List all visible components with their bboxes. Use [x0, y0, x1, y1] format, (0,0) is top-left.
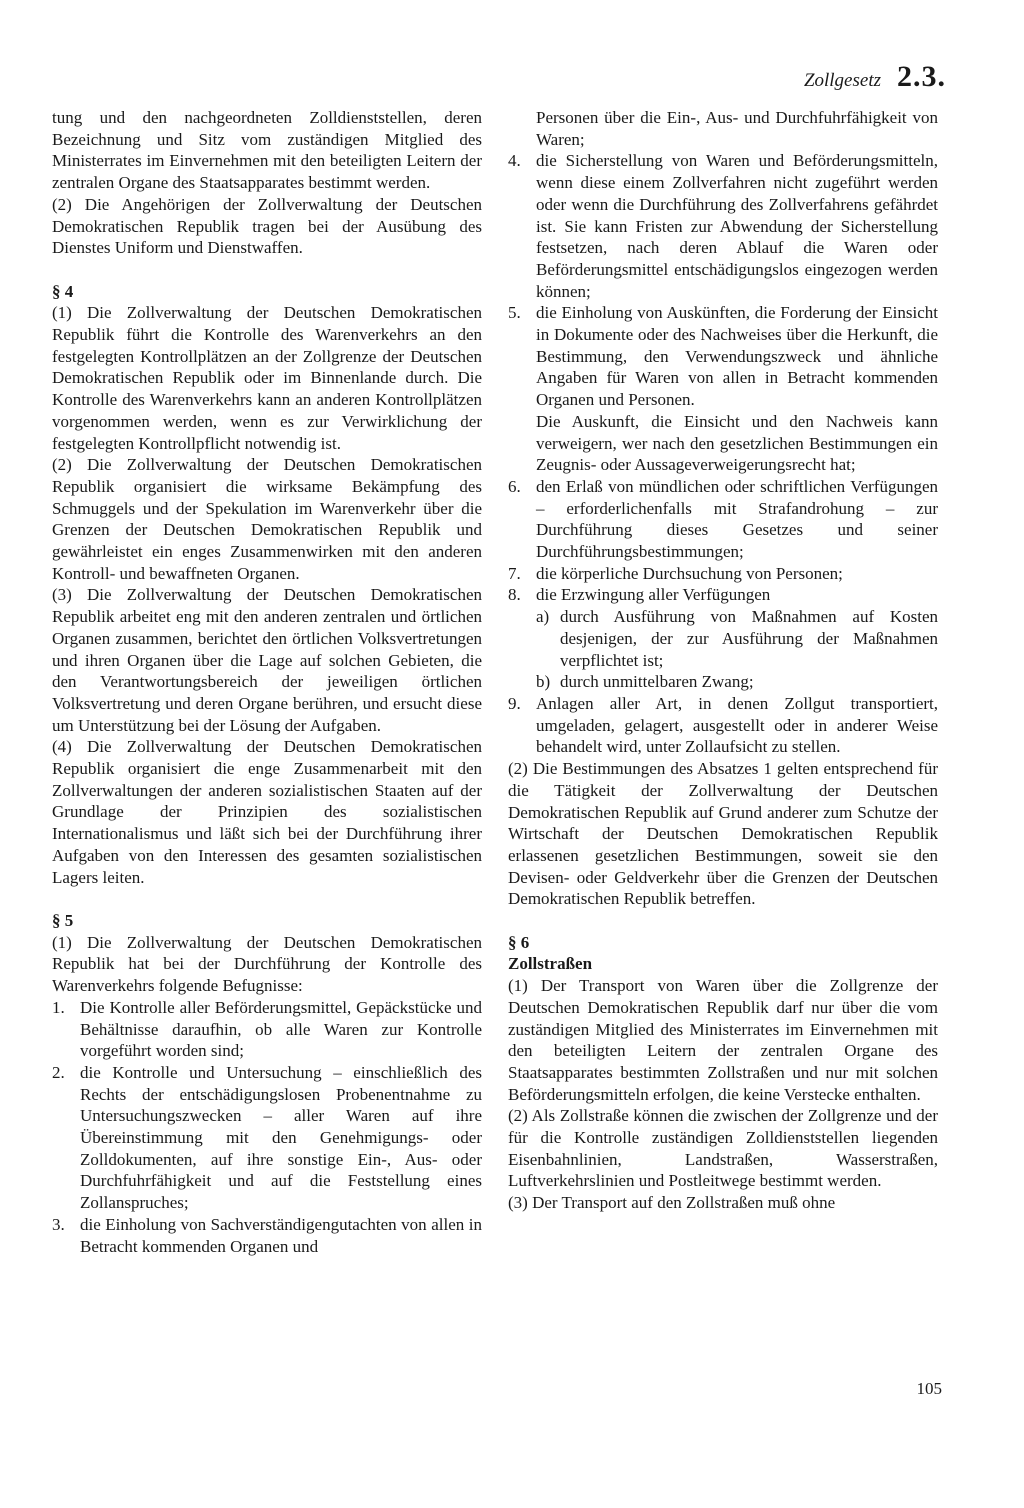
- section-heading: § 5: [52, 910, 74, 930]
- list-continuation: Die Auskunft, die Einsicht und den Nachweis kann verweigern, wer nach den gesetzlichen Bestimmungen ein Zeugnis- oder Aussageverweigerungsrecht hat;: [536, 411, 938, 475]
- paragraph: (2) Die Zollverwaltung der Deutschen Demokratischen Republik organisiert die wirksame Bekämpfung des Schmuggels und der Spekulation im Warenverkehr über die Grenzen der Deutschen Demokratischen Republik und gewährleistet ein enges Zusammenwirken mit den anderen Kontroll- und bewaffneten Organen.: [52, 455, 482, 583]
- section-heading: § 6: [508, 932, 530, 952]
- list-text: die Sicherstellung von Waren und Beförderungsmitteln, wenn diese einem Zollverfahren nicht zugeführt werden oder wenn die Durchführung des Zollverfahrens gefährdet ist. Sie kann Fristen zur Abwendung der Sicherstellung festsetzen, nach deren Ablauf die Waren oder Beförderungsmittel entschädigungslos eingezogen werden können;: [536, 151, 938, 301]
- list-item: [52, 1062, 482, 1214]
- paragraph: (2) Die Bestimmungen des Absatzes 1 gelten entsprechend für die Tätigkeit der Zollverwaltung der Deutschen Demokratischen Republik auf Grund anderer zum Schutze der Wirtschaft der Deutschen Demokratischen Republik erlassenen gesetzlichen Bestimmungen, soweit sie den Devisen- oder Geldverkehr über die Grenzen der Deutschen Demokratischen Republik betreffen.: [508, 759, 938, 909]
- list-text: die Erzwingung aller Verfügungen: [536, 585, 771, 605]
- section-number: 2.3.: [897, 60, 946, 93]
- list-text: die Einholung von Auskünften, die Forderung der Einsicht in Dokumente oder des Nachweises über die Herkunft, die Bestimmung, den Verwendungszweck und ähnliche Angaben für Waren von allen in Betracht kommenden Organen und Personen.: [536, 303, 938, 410]
- sub-list-text: durch Ausführung von Maßnahmen auf Kosten desjenigen, der zur Ausführung der Maßnahmen verpflichtet ist;: [560, 607, 938, 670]
- list-number: 2.: [52, 1062, 65, 1082]
- list-number: 3.: [52, 1214, 65, 1234]
- section-title: Zollgesetz: [803, 70, 881, 91]
- list-text: Anlagen aller Art, in denen Zollgut transportiert, umgeladen, gelagert, ausgestellt oder in anderer Weise behandelt wird, unter Zollaufsicht zu stellen.: [536, 693, 938, 757]
- list-text: den Erlaß von mündlichen oder schriftlichen Verfügungen – erforderlichenfalls mit Strafandrohung – zur Durchführung dieses Gesetzes und seiner Durchführungsbestimmungen;: [536, 476, 938, 562]
- sub-list-label: a): [536, 607, 550, 627]
- paragraph: (3) Die Zollverwaltung der Deutschen Demokratischen Republik arbeitet eng mit den anderen zentralen und örtlichen Organen zusammen, berichtet den örtlichen Volksvertretungen und ihren Organen über die Lage auf solchen Gebieten, die den Verantwortungsbereich der jeweiligen örtlichen Volksvertretung und deren Organe berühren, und ersucht diese um Unterstützung bei der Lösung der Aufgaben.: [52, 585, 482, 735]
- right-column: [508, 107, 938, 1214]
- sub-list-item: [508, 671, 938, 693]
- list-number: 6.: [508, 476, 521, 496]
- list-continuation: Personen über die Ein-, Aus- und Durchfuhrfähigkeit von Waren;: [536, 108, 938, 149]
- list-item: [508, 584, 938, 606]
- running-header: [804, 60, 946, 94]
- paragraph: (2) Als Zollstraße können die zwischen der Zollgrenze und der für die Kontrolle zuständigen Zolldienststellen liegenden Eisenbahnlinien, Landstraßen, Wasserstraßen, Luftverkehrslinien und Postleitwege bestimmt werden.: [508, 1106, 938, 1191]
- list-item: [508, 476, 938, 563]
- list-number: 1.: [52, 997, 65, 1017]
- list-item: [508, 563, 938, 585]
- list-number: 8.: [508, 585, 521, 605]
- list-text: die Einholung von Sachverständigengutachten von allen in Betracht kommenden Organen und: [80, 1214, 482, 1256]
- list-number: 7.: [508, 563, 521, 583]
- paragraph: (4) Die Zollverwaltung der Deutschen Demokratischen Republik organisiert die enge Zusammenarbeit mit den Zollverwaltungen der anderen sozialistischen Staaten auf der Grundlage der Prinzipien des sozialistischen Internationalismus und läßt sich bei der Durchführung ihrer Aufgaben von den Interessen des gesamten sozialistischen Lagers leiten.: [52, 737, 482, 887]
- section-heading: § 4: [52, 281, 74, 301]
- sub-list-text: durch unmittelbaren Zwang;: [560, 672, 754, 692]
- list-text: die körperliche Durchsuchung von Personen;: [536, 563, 843, 583]
- paragraph: (1) Der Transport von Waren über die Zollgrenze der Deutschen Demokratischen Republik darf nur über die vom zuständigen Mitglied des Ministerrates im Einvernehmen mit den beteiligten Leitern der zentralen Organe des Staatsapparates bestimmten Zollstraßen und nur mit solchen Beförderungsmitteln erfolgen, die keine Verstecke enthalten.: [508, 976, 938, 1104]
- list-text: Die Kontrolle aller Beförderungsmittel, Gepäckstücke und Behältnisse daraufhin, ob alle Waren zur Kontrolle vorgeführt worden sind;: [80, 997, 482, 1061]
- list-number: 5.: [508, 303, 521, 323]
- paragraph: (1) Die Zollverwaltung der Deutschen Demokratischen Republik führt die Kontrolle des Warenverkehrs an den festgelegten Kontrollplätzen an der Zollgrenze der Deutschen Demokratischen Republik oder im Binnenlande durch. Die Kontrolle des Warenverkehrs kann an anderen Kontrollplätzen vorgenommen werden, wenn es zur Verwirklichung der festgelegten Kontrollpflicht notwendig ist.: [52, 303, 482, 453]
- list-text: die Kontrolle und Untersuchung – einschließlich des Rechts der entschädigungslosen Probenentnahme zu Untersuchungszwecken – aller Waren auf ihre Übereinstimmung mit den Genehmigungs- oder Zolldokumenten, auf ihre sonstige Ein-, Aus- oder Durchfuhrfähigkeit und auf die Feststellung eines Zollanspruches;: [80, 1062, 482, 1213]
- list-item: [52, 997, 482, 1062]
- list-item: [508, 302, 938, 411]
- list-number: 9.: [508, 693, 521, 713]
- sub-list-item: [508, 606, 938, 671]
- page-number: 105: [916, 1379, 942, 1398]
- sub-list-label: b): [536, 672, 551, 692]
- paragraph: (2) Die Angehörigen der Zollverwaltung der Deutschen Demokratischen Republik tragen bei der Ausübung des Dienstes Uniform und Dienstwaffen.: [52, 194, 482, 258]
- section-title-bold: Zollstraßen: [508, 954, 593, 974]
- left-column: [52, 107, 482, 1257]
- list-item: [52, 1214, 482, 1257]
- paragraph: (3) Der Transport auf den Zollstraßen muß ohne: [508, 1193, 836, 1213]
- paragraph: (1) Die Zollverwaltung der Deutschen Demokratischen Republik hat bei der Durchführung der Kontrolle des Warenverkehrs folgende Befugnisse:: [52, 932, 482, 996]
- paragraph: tung und den nachgeordneten Zolldienststellen, deren Bezeichnung und Sitz vom zuständigen Mitglied des Ministerrates im Einvernehmen mit den beteiligten Leitern der zentralen Organe des Staatsapparates bestimmt werden.: [52, 108, 482, 193]
- list-item: [508, 693, 938, 758]
- list-number: 4.: [508, 151, 521, 171]
- list-item: [508, 150, 938, 302]
